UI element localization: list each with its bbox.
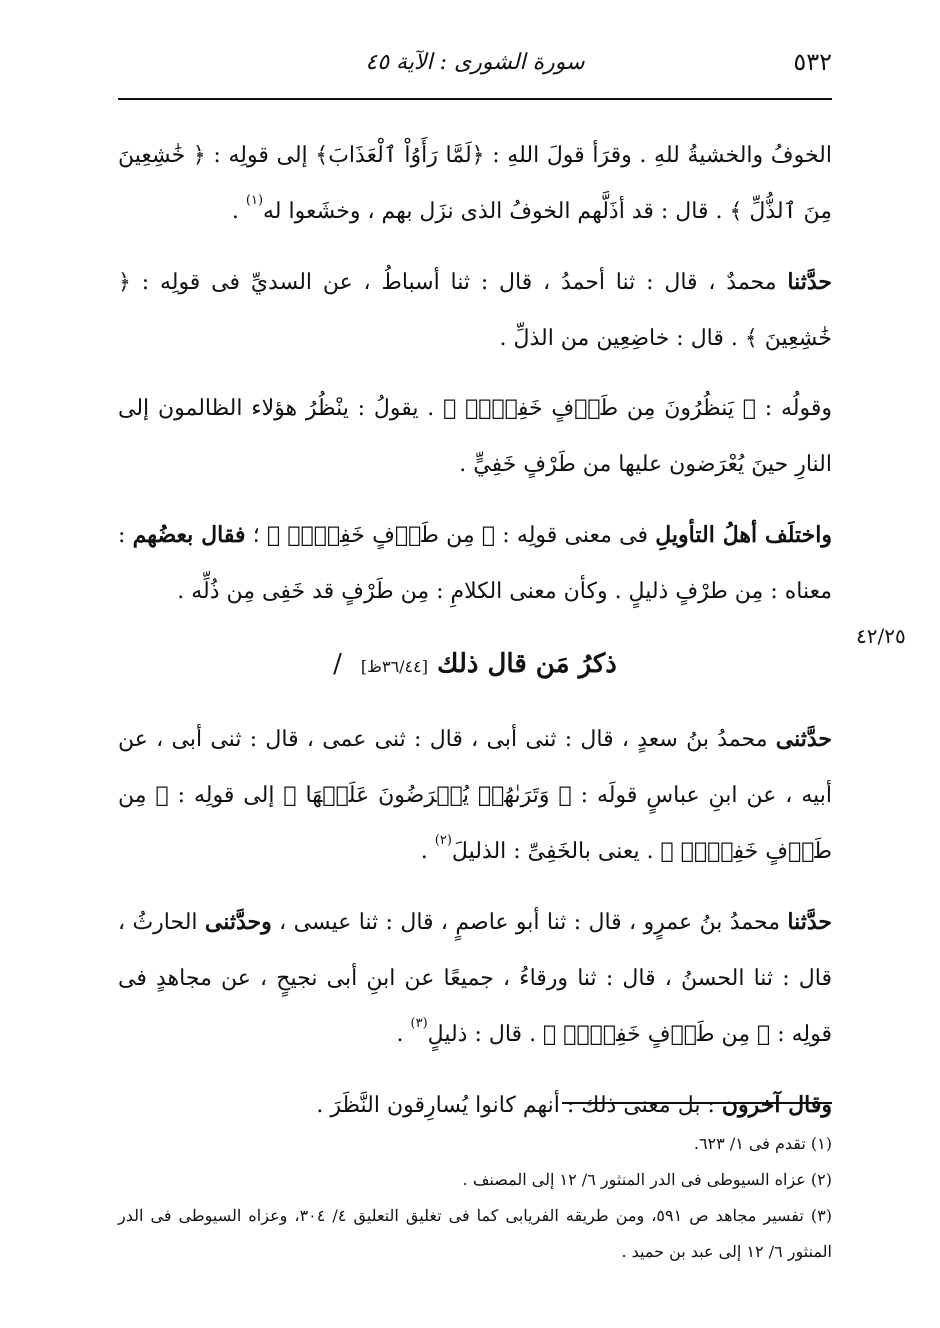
footnotes (118, 1126, 832, 1270)
paragraph-4-mid: فى معنى قولِه : ﴿ مِن طَرۡفٍ خَفِيٍّۗ ﴾ ؛ (245, 523, 656, 548)
paragraph-2 (118, 254, 832, 367)
paragraph-4-text: : معناه : مِن طرْفٍ ذليلٍ . وكأن معنى الكلامِ : مِن طَرْفٍ قد خَفِى مِن ذُلِّه . (118, 523, 832, 604)
paragraph-2-lead: حدَّثنا (787, 269, 832, 295)
paragraph-7-text: : بل معنى ذلك : أنهم كانوا يُسارِقون النَّظَرَ . (316, 1093, 722, 1118)
paragraph-1 (118, 128, 832, 240)
main-text (118, 128, 832, 1148)
paragraph-4-lead: واختلَف أهلُ التأويلِ (655, 522, 832, 548)
paragraph-5-end: . (420, 839, 435, 864)
paragraph-6-end: . (396, 1022, 411, 1047)
section-heading-text: ذكرُ مَن قال ذلك (437, 649, 617, 679)
footnote-3: (٣) تفسير مجاهد ص ٥٩١، ومن طريقه الفريابى كما فى تغليق التعليق ٤/ ٣٠٤، وعزاه السيوطى فى الدر المنثور ٦/ ١٢ إلى عبد بن حميد . (118, 1206, 832, 1261)
paragraph-4 (118, 507, 832, 620)
paragraph-6-lead: حدَّثنا (787, 909, 832, 935)
paragraph-1-text: الخوفُ والخشيةُ للهِ . وقرَأ قولَ اللهِ : ﴿لَمَّا رَأَوُاْ ٱلْعَذَابَ﴾ إلى قولِه : ﴿ خَٰشِعِينَ مِنَ ٱلذُّلِّ ﴾ . قال : قد أذَلَّهم الخوفُ الذى نزَل بهم ، وخشَعوا له (118, 143, 832, 224)
paragraph-6 (118, 894, 832, 1063)
paragraph-2-text: محمدٌ ، قال : ثنا أحمدُ ، قال : ثنا أسباطُ ، عن السديِّ فى قولِه : ﴿ خَٰشِعِينَ ﴾ . قال : خاضِعِين من الذلِّ . (118, 270, 832, 351)
paragraph-5-lead: حدَّثنى (775, 726, 833, 752)
footnote-marker-2: (٢) (434, 833, 452, 848)
paragraph-6-text-a: محمدُ بنُ عمرٍو ، قال : ثنا أبو عاصمٍ ، قال : ثنا عيسى ، (271, 910, 788, 935)
footnote-marker-3: (٣) (410, 1016, 428, 1031)
paragraph-7-lead: وقال آخرون (721, 1092, 832, 1118)
footnote-1: (١) تقدم فى ١/ ٦٢٣. (693, 1134, 832, 1153)
paragraph-3-text: وقولُه : ﴿ يَنظُرُونَ مِن طَرۡفٍ خَفِيٍّۗ ﴾ . يقولُ : ينْظُرُ هؤلاء الظالمون إلى النارِ حينَ يُعْرَضون عليها من طَرْفٍ خَفِيٍّ . (118, 396, 832, 477)
paragraph-6-lead-2: وحدَّثنى (204, 909, 272, 935)
margin-reference: ٤٢/٢٥ (856, 624, 906, 648)
footnote-2: (٢) عزاه السيوطى فى الدر المنثور ٦/ ١٢ إلى المصنف . (462, 1170, 832, 1189)
page-number: ٥٣٢ (793, 48, 832, 76)
footnote-rule (562, 1102, 832, 1104)
header-rule (118, 98, 832, 100)
paragraph-6-text-b: الحارثُ ، قال : ثنا الحسنُ ، قال : ثنا ورقاءُ ، جميعًا عن ابنِ أبى نجيحٍ ، عن مجاهدٍ فى قولِه : ﴿ مِن طَرۡفٍ خَفِيٍّۗ ﴾ . قال : ذليلٍ (118, 910, 832, 1047)
manuscript-ref: [٣٦/٤٤ظ] (360, 657, 428, 676)
paragraph-5-text: محمدُ بنُ سعدٍ ، قال : ثنى أبى ، قال : ثنى عمى ، قال : ثنى أبى ، عن أبيه ، عن ابنِ عباسٍ قولَه : ﴿ وَتَرَىٰهُمۡ يُعۡرَضُونَ عَلَيۡهَا ﴾ إلى قولِه : ﴿ مِن طَرۡفٍ خَفِيٍّۗ ﴾ . يعنى بالخَفِىِّ : الذليلَ (118, 727, 832, 864)
running-title: سورة الشورى : الآية ٤٥ (365, 50, 585, 75)
paragraph-3 (118, 381, 832, 493)
section-heading (118, 634, 832, 697)
paragraph-4-lead-2: فقال بعضُهم (132, 522, 246, 548)
footnote-marker-1: (١) (245, 193, 264, 208)
page-header (118, 48, 832, 88)
paragraph-5 (118, 711, 832, 880)
paragraph-1-end: . (231, 199, 246, 224)
folio-slash: / (333, 649, 342, 679)
